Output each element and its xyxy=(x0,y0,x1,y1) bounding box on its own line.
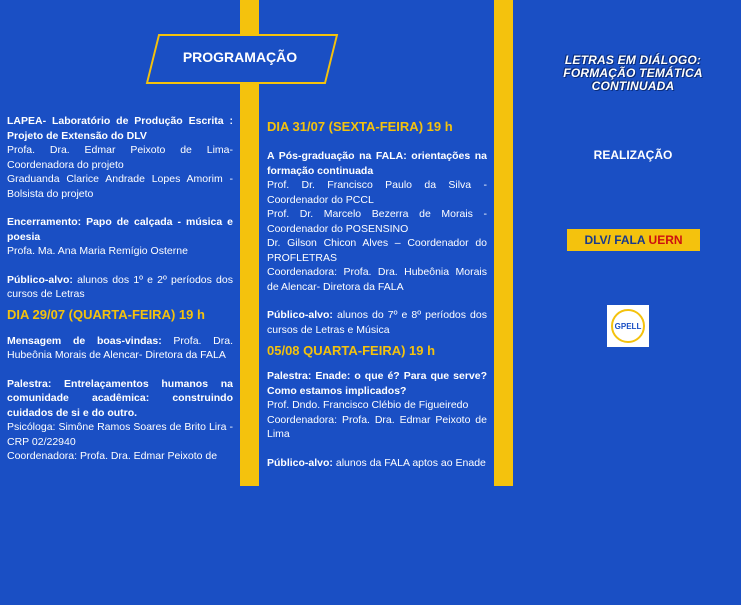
lapea-coordinator: Profa. Dra. Edmar Peixoto de Lima- Coordenadora do projeto xyxy=(7,144,233,171)
column-1 xyxy=(7,114,233,600)
lapea-bolsista: Graduanda Clarice Andrade Lopes Amorim - Bolsista do projeto xyxy=(7,173,233,200)
event-title: LETRAS EM DIÁLOGO: FORMAÇÃO TEMÁTICA CONTINUADA xyxy=(563,53,703,93)
palestra-entrelacamentos-title: Palestra: Entrelaçamentos humanos na comunidade acadêmica: construindo cuidados de si e do outro. xyxy=(7,377,233,419)
publico-alvo-2: Público-alvo: alunos do 7º e 8º períodos dos cursos de Letras e Música xyxy=(267,309,487,336)
realizacao-label: REALIZAÇÃO xyxy=(593,148,673,162)
posgrad-speaker-3: Dr. Gilson Chicon Alves – Coordenador do PROFLETRAS xyxy=(267,237,487,264)
posgrad-title: A Pós-graduação na FALA: orientações na formação continuada xyxy=(267,150,487,177)
palestra-psicologa: Psicóloga: Simône Ramos Soares de Brito Lira - CRP 02/22940 xyxy=(7,421,233,448)
programacao-title: PROGRAMAÇÃO xyxy=(182,49,298,65)
stripe-middle xyxy=(494,0,513,486)
publico-alvo-3: Público-alvo: alunos da FALA aptos ao Enade xyxy=(267,456,486,469)
enade-coordenadora: Coordenadora: Profa. Dra. Edmar Peixoto de Lima xyxy=(267,413,487,440)
encerramento-title: Encerramento: Papo de calçada - música e poesia xyxy=(7,216,233,243)
palestra-coordenadora: Coordenadora: Profa. Dra. Edmar Peixoto de xyxy=(7,450,218,462)
dlv-fala-label: DLV/ FALA xyxy=(584,233,646,247)
day-31-07: DIA 31/07 (SEXTA-FEIRA) 19 h xyxy=(267,119,453,134)
uern-label: UERN xyxy=(648,233,683,247)
posgrad-speaker-1: Prof. Dr. Francisco Paulo da Silva - Coordenador do PCCL xyxy=(267,179,487,206)
day-29-07: DIA 29/07 (QUARTA-FEIRA) 19 h xyxy=(7,306,205,322)
gpell-logo xyxy=(607,305,649,347)
mensagem-boas-vindas: Mensagem de boas-vindas: Profa. Dra. Hubeônia Morais de Alencar- Diretora da FALA xyxy=(7,334,233,361)
column-2 xyxy=(267,119,487,605)
encerramento-speaker: Profa. Ma. Ana Maria Remígio Osterne xyxy=(7,245,188,257)
dlv-fala-uern-badge xyxy=(567,229,700,251)
gpell-logo-icon: GPELL xyxy=(611,309,645,343)
publico-alvo-1: Público-alvo: alunos dos 1º e 2º períodos dos cursos de Letras xyxy=(7,273,233,300)
enade-title: Palestra: Enade: o que é? Para que serve? Como estamos implicados? xyxy=(267,370,487,397)
enade-speaker: Prof. Dndo. Francisco Clébio de Figueiredo xyxy=(267,399,469,411)
day-05-08: 05/08 QUARTA-FEIRA) 19 h xyxy=(267,343,436,358)
lapea-title: LAPEA- Laboratório de Produção Escrita : Projeto de Extensão do DLV xyxy=(7,115,233,142)
posgrad-coordenadora: Coordenadora: Profa. Dra. Hubeônia Morais de Alencar- Diretora da FALA xyxy=(267,266,487,293)
posgrad-speaker-2: Prof. Dr. Marcelo Bezerra de Morais - Coordenador do POSENSINO xyxy=(267,208,487,235)
